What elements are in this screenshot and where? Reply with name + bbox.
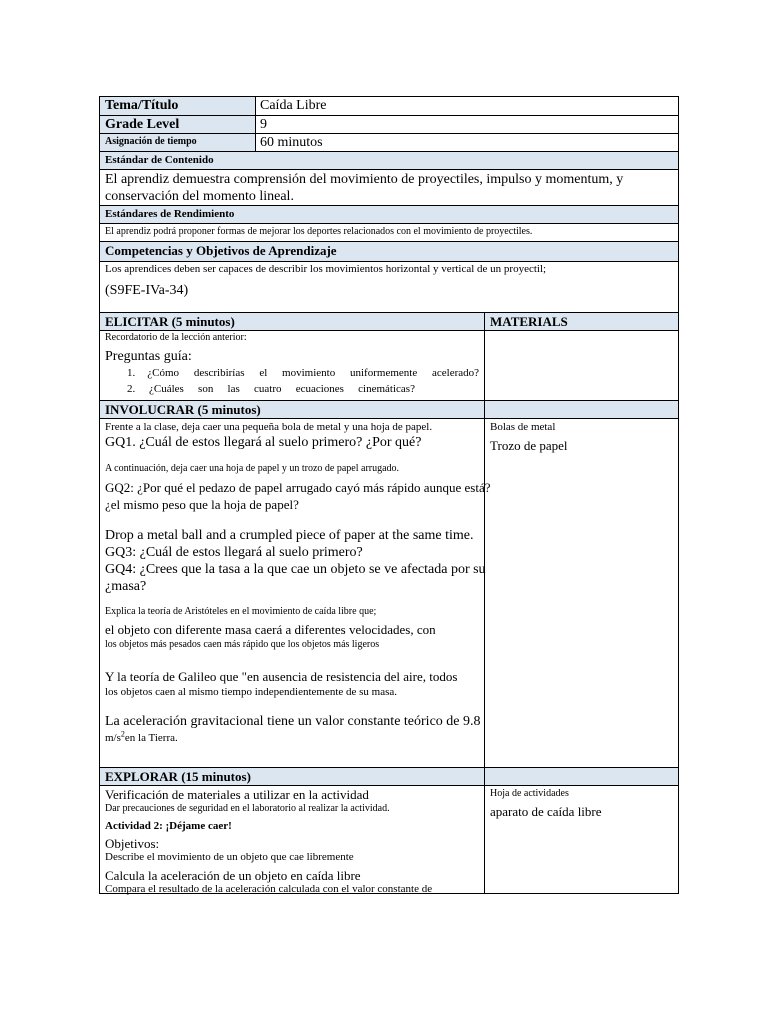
- contenido-line-2: conservación del momento lineal.: [105, 189, 294, 204]
- grade-row: [100, 115, 678, 133]
- aristoteles-text-2: el objeto con diferente masa caerá a diferentes velocidades, con: [105, 622, 436, 637]
- involucrar-header-row: [100, 400, 678, 418]
- involucrar-title: INVOLUCRAR (5 minutos): [100, 401, 485, 418]
- q1-word: describirías: [193, 367, 245, 379]
- q2-word: ¿Cuáles: [149, 383, 184, 395]
- explorar-materials: [485, 786, 678, 893]
- contenido-header-row: [100, 151, 678, 169]
- elicitar-header-row: [100, 312, 678, 330]
- guide-question-1: [127, 365, 479, 381]
- rendimiento-body-row: [100, 223, 678, 241]
- tema-row: [100, 97, 678, 115]
- tiempo-label: Asignación de tiempo: [100, 134, 256, 151]
- tiempo-row: [100, 133, 678, 151]
- involucrar-line-6: Drop a metal ball and a crumpled piece of paper at the same time.: [105, 528, 474, 543]
- elicitar-title: ELICITAR (5 minutos): [100, 313, 485, 330]
- guide-question-2: [127, 381, 479, 397]
- elicitar-materials: [485, 331, 678, 400]
- q1-word: uniformemente: [350, 367, 418, 379]
- q1-word: ¿Cómo: [147, 367, 180, 379]
- involucrar-line-1: Frente a la clase, deja caer una pequeña bola de metal y una hoja de papel.: [105, 421, 433, 433]
- galileo-text: Y la teoría de Galileo que "en ausencia de resistencia del aire, todos: [105, 669, 458, 684]
- explorar-body: [100, 786, 485, 893]
- grade-label: Grade Level: [100, 116, 256, 133]
- explorar-body-row: [100, 785, 678, 893]
- explorar-title: EXPLORAR (15 minutos): [100, 768, 485, 785]
- q2-word: son: [198, 383, 214, 395]
- gravity-unit-sup: 2: [120, 729, 125, 739]
- elicitar-body: [100, 331, 485, 400]
- gq2-text-cont: ¿el mismo peso que la hoja de papel?: [105, 497, 299, 512]
- involucrar-body-row: [100, 418, 678, 767]
- contenido-line-1: El aprendiz demuestra comprensión del movimiento de proyectiles, impulso y momentum, y: [105, 172, 624, 187]
- actividad-title: Actividad 2: ¡Déjame caer!: [105, 820, 232, 832]
- contenido-body-row: [100, 169, 678, 205]
- gq2-text: GQ2: ¿Por qué el pedazo de papel arrugado cayó más rápido aunque está?: [105, 480, 491, 495]
- competencias-body-row: [100, 261, 678, 312]
- materials-title: MATERIALS: [485, 313, 678, 330]
- objetivo-1: Describe el movimiento de un objeto que cae libremente: [105, 851, 354, 863]
- involucrar-materials-header: [485, 401, 678, 418]
- material-freefall-apparatus: aparato de caída libre: [490, 804, 602, 819]
- guide-question-1-text: [147, 365, 479, 381]
- contenido-title: Estándar de Contenido: [100, 152, 678, 169]
- explorar-materials-header: [485, 768, 678, 785]
- guide-questions-list: [105, 365, 479, 397]
- explorar-header-row: [100, 767, 678, 785]
- contenido-body: [100, 170, 678, 205]
- involucrar-line-3: A continuación, deja caer una hoja de papel y un trozo de papel arrugado.: [105, 463, 400, 474]
- aristoteles-text-3: los objetos más pesados caen más rápido que los objetos más ligeros: [105, 639, 380, 650]
- material-metal-balls: Bolas de metal: [490, 421, 556, 433]
- tema-label: Tema/Título: [100, 97, 256, 115]
- rendimiento-header-row: [100, 205, 678, 223]
- galileo-text-2: los objetos caen al mismo tiempo independientemente de su masa.: [105, 686, 398, 698]
- competencias-text: Los aprendices deben ser capaces de describir los movimientos horizontal y vertical de un proyectil;: [105, 263, 547, 275]
- preguntas-guia: Preguntas guía:: [105, 349, 192, 364]
- explorar-line-1: Verificación de materiales a utilizar en la actividad: [105, 787, 369, 802]
- competencias-code: (S9FE-IVa-34): [105, 283, 189, 298]
- gq1-text: GQ1. ¿Cuál de estos llegará al suelo primero? ¿Por qué?: [105, 435, 422, 450]
- involucrar-materials: [485, 419, 678, 767]
- recordatorio-text: Recordatorio de la lección anterior:: [105, 332, 247, 343]
- gravity-text: La aceleración gravitacional tiene un valor constante teórico de 9.8: [105, 714, 481, 729]
- gq3-text: GQ3: ¿Cuál de estos llegará al suelo primero?: [105, 545, 363, 560]
- guide-question-2-num: 2.: [127, 383, 136, 395]
- q2-word: cinemáticas?: [358, 383, 415, 395]
- competencias-body: [100, 262, 678, 312]
- guide-question-2-text: [149, 381, 415, 397]
- q1-word: acelerado?: [431, 367, 479, 379]
- gravity-unit: m/s: [105, 732, 121, 744]
- lesson-plan-table: [99, 96, 679, 894]
- rendimiento-title: Estándares de Rendimiento: [100, 206, 678, 223]
- gq4-text-cont: ¿masa?: [105, 579, 147, 594]
- aristoteles-text: Explica la teoría de Aristóteles en el movimiento de caída libre que;: [105, 606, 377, 617]
- tiempo-value: 60 minutos: [260, 135, 323, 150]
- objetivo-2: Calcula la aceleración de un objeto en caída libre: [105, 868, 361, 883]
- gravity-unit-rest: en la Tierra.: [124, 732, 178, 744]
- guide-question-1-num: 1.: [127, 367, 136, 379]
- material-worksheet: Hoja de actividades: [490, 788, 569, 799]
- material-paper: Trozo de papel: [490, 438, 568, 453]
- competencias-title: Competencias y Objetivos de Aprendizaje: [100, 242, 678, 261]
- gq4-text: GQ4: ¿Crees que la tasa a la que cae un objeto se ve afectada por su: [105, 562, 486, 577]
- competencias-header-row: [100, 241, 678, 261]
- q1-word: el: [259, 367, 268, 379]
- objetivo-3: Compara el resultado de la aceleración calculada con el valor constante de: [105, 883, 433, 895]
- explorar-line-2: Dar precauciones de seguridad en el laboratorio al realizar la actividad.: [105, 803, 390, 814]
- elicitar-body-row: [100, 330, 678, 400]
- q2-word: ecuaciones: [295, 383, 344, 395]
- gravity-text-2: [105, 730, 479, 746]
- grade-value: 9: [260, 117, 267, 132]
- q2-word: cuatro: [254, 383, 282, 395]
- involucrar-body: [100, 419, 491, 767]
- q2-word: las: [227, 383, 240, 395]
- objetivos-label: Objetivos:: [105, 836, 160, 851]
- tema-value: Caída Libre: [260, 98, 327, 113]
- q1-word: movimiento: [282, 367, 336, 379]
- rendimiento-text: El aprendiz podrá proponer formas de mejorar los deportes relacionados con el movimiento de proyectiles.: [105, 226, 533, 237]
